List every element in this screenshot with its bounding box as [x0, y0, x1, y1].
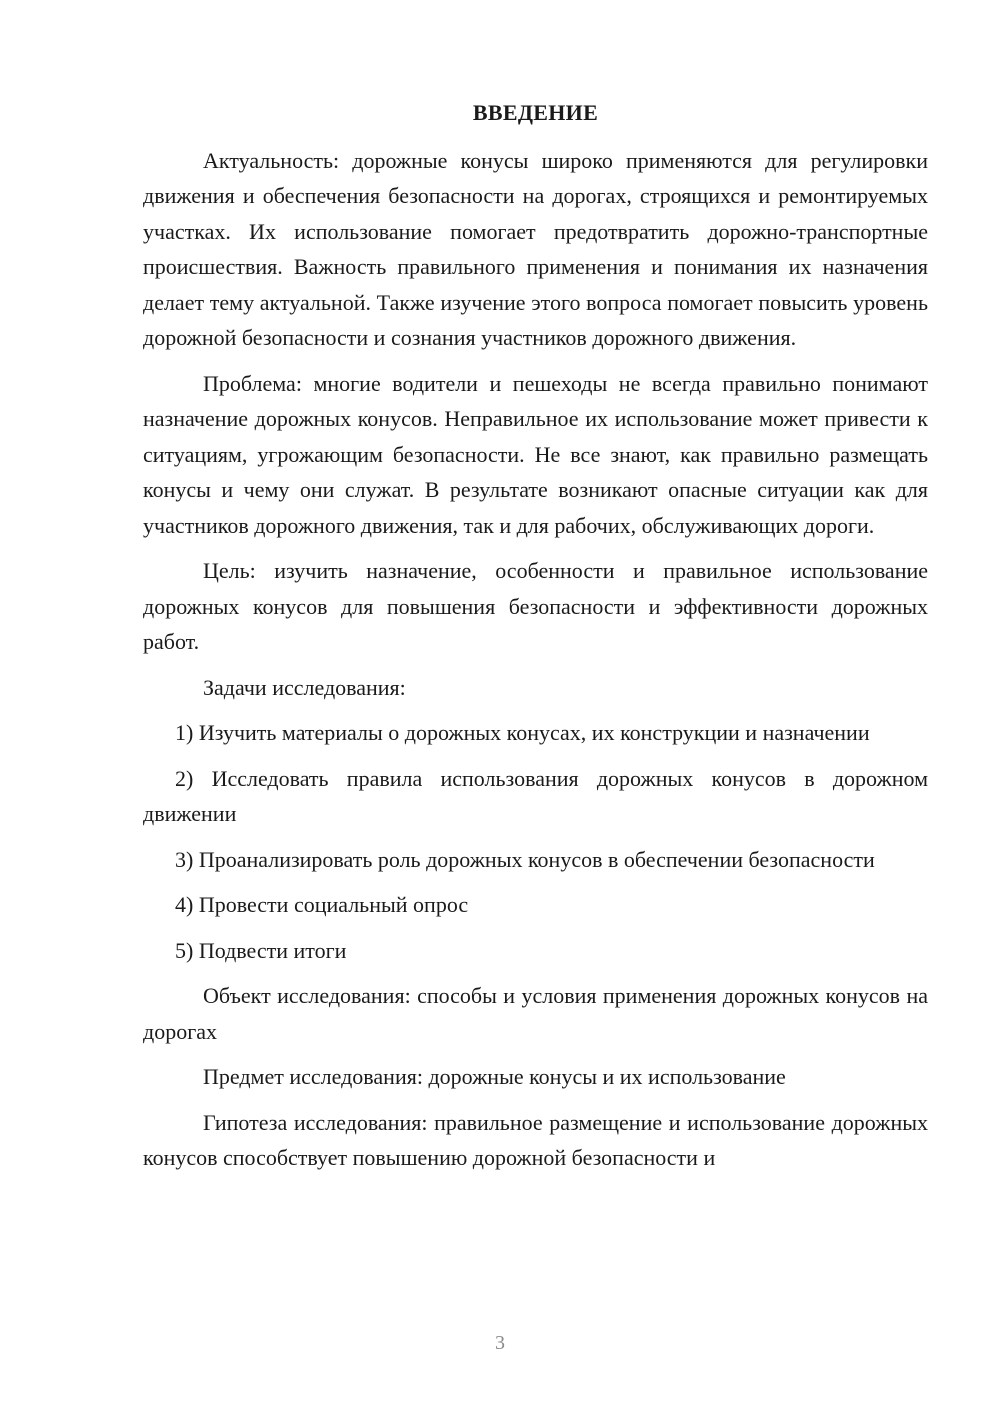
paragraph-goal: Цель: изучить назначение, особенности и правильное использование дорожных конусов для повышения безопасности и эффективности дорожных работ.: [143, 558, 928, 654]
list-item: 1) Изучить материалы о дорожных конусах, их конструкции и назначении: [175, 720, 870, 745]
paragraph-problem: Проблема: многие водители и пешеходы не всегда правильно понимают назначение дорожных конусов. Неправильное их использование может привести к ситуациям, угрожающим безопасности. Не все знают, как правильно размещать конусы и чему они служат. В результате возникают опасные ситуации как для участников дорожного движения, так и для рабочих, обслуживающих дороги.: [143, 370, 928, 538]
document-page: [143, 95, 928, 1186]
paragraph-object: Объект исследования: способы и условия применения дорожных конусов на дорогах: [143, 983, 928, 1044]
list-item: 5) Подвести итоги: [175, 937, 347, 963]
paragraph-hypothesis: Гипотеза исследования: правильное размещение и использование дорожных конусов способствует повышению дорожной безопасности и: [143, 1109, 928, 1170]
list-item: 3) Проанализировать роль дорожных конусов в обеспечении безопасности: [175, 846, 875, 872]
paragraph-subject: Предмет исследования: дорожные конусы и их использование: [203, 1064, 786, 1089]
list-item: 4) Провести социальный опрос: [175, 892, 469, 917]
tasks-heading: Задачи исследования:: [203, 674, 406, 700]
paragraph-relevance: Актуальность: дорожные конусы широко применяются для регулировки движения и обеспечения безопасности на дорогах, строящихся и ремонтируемых участках. Их использование помогает предотвратить дорожно-транспортные происшествия. Важность правильного применения и понимания их назначения делает тему актуальной. Также изучение этого вопроса помогает повысить уровень дорожной безопасности и сознания участников дорожного движения.: [143, 147, 928, 350]
page-number: 3: [495, 1332, 505, 1354]
tasks-list: [143, 715, 928, 968]
list-item: 2) Исследовать правила использования дорожных конусов в дорожном движении: [143, 765, 928, 826]
page-title: ВВЕДЕНИЕ: [472, 100, 599, 125]
